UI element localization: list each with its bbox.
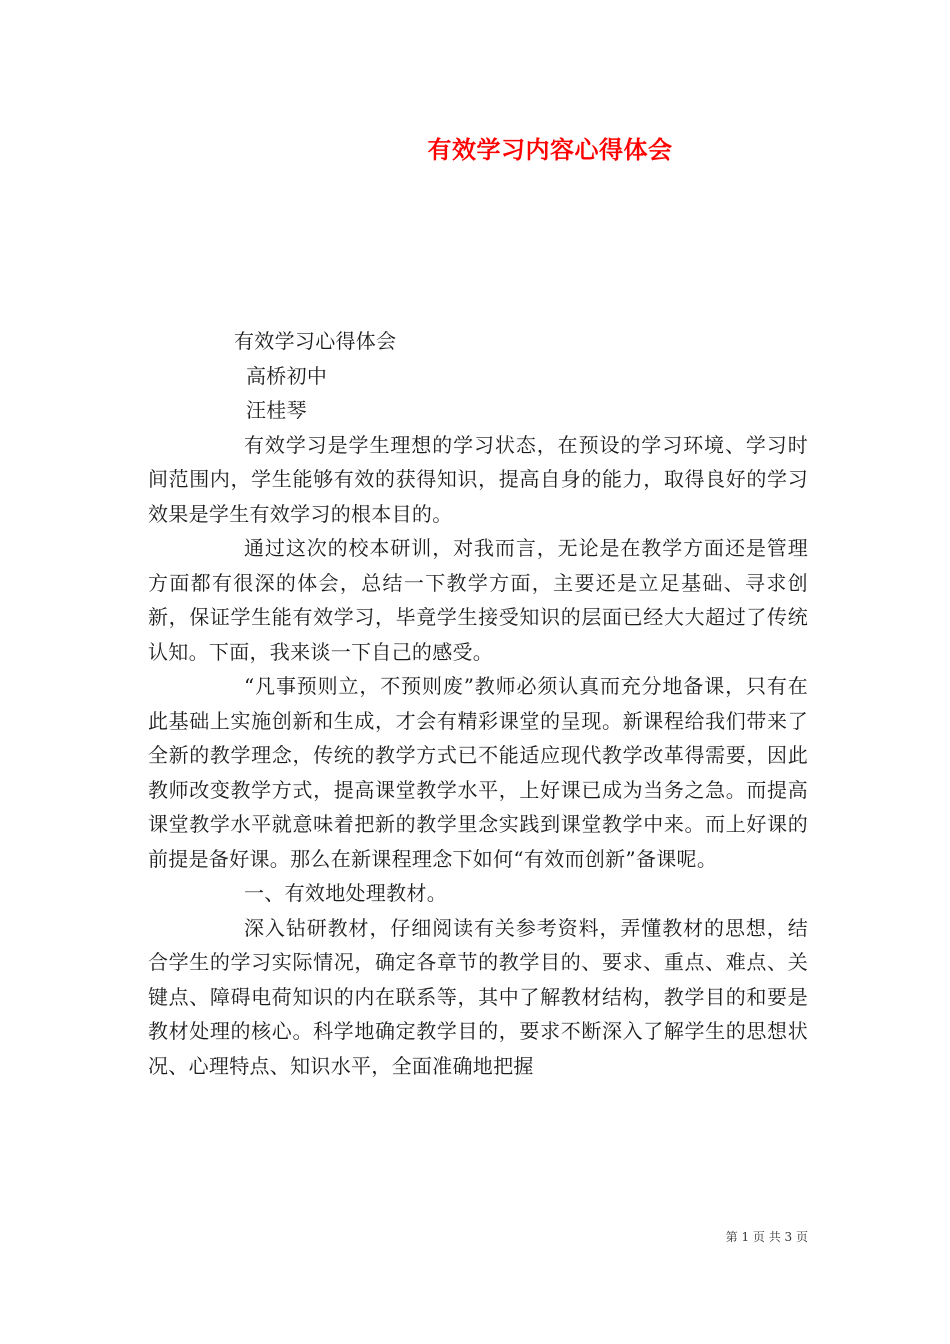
- page-footer: 第 1 页 共 3 页: [725, 1230, 808, 1244]
- school-name: 高桥初中: [246, 363, 328, 388]
- article-subtitle: 有效学习心得体会: [234, 329, 397, 353]
- paragraph: 深入钻研教材，仔细阅读有关参考资料，弄懂教材的思想，结合学生的学习实际情况，确定各章节的教学目的、要求、重点、难点、关键点、障碍电荷知识的内在联系等，其中了解教材结构，教学目的和要是教材处理的核心。科学地确定教学目的，要求不断深入了解学生的思想状况、心理特点、知识水平，全面准确地把握: [148, 915, 808, 1078]
- paragraph: “凡事预则立，不预则废”教师必须认真而充分地备课，只有在此基础上实施创新和生成，才会有精彩课堂的呈现。新课程给我们带来了全新的教学理念，传统的教学方式已不能适应现代教学改革得需要，因此教师改变教学方式，提高课堂教学水平，上好课已成为当务之急。而提高课堂教学水平就意味着把新的教学里念实践到课堂教学中来。而上好课的前提是备好课。那么在新课程理念下如何“有效而创新”备课呢。: [148, 674, 808, 871]
- paragraph: 通过这次的校本研训，对我而言，无论是在教学方面还是管理方面都有很深的体会，总结一下教学方面，主要还是立足基础、寻求创新，保证学生能有效学习，毕竟学生接受知识的层面已经大大超过了传统认知。下面，我来谈一下自己的感受。: [148, 536, 808, 664]
- section-heading: 一、有效地处理教材。: [244, 881, 447, 905]
- author-name: 汪桂琴: [246, 398, 307, 422]
- document-title: 有效学习内容心得体会: [427, 135, 673, 164]
- document-body: [148, 324, 808, 1083]
- paragraph: 有效学习是学生理想的学习状态，在预设的学习环境、学习时间范围内，学生能够有效的获得知识，提高自身的能力，取得良好的学习效果是学生有效学习的根本目的。: [148, 432, 808, 526]
